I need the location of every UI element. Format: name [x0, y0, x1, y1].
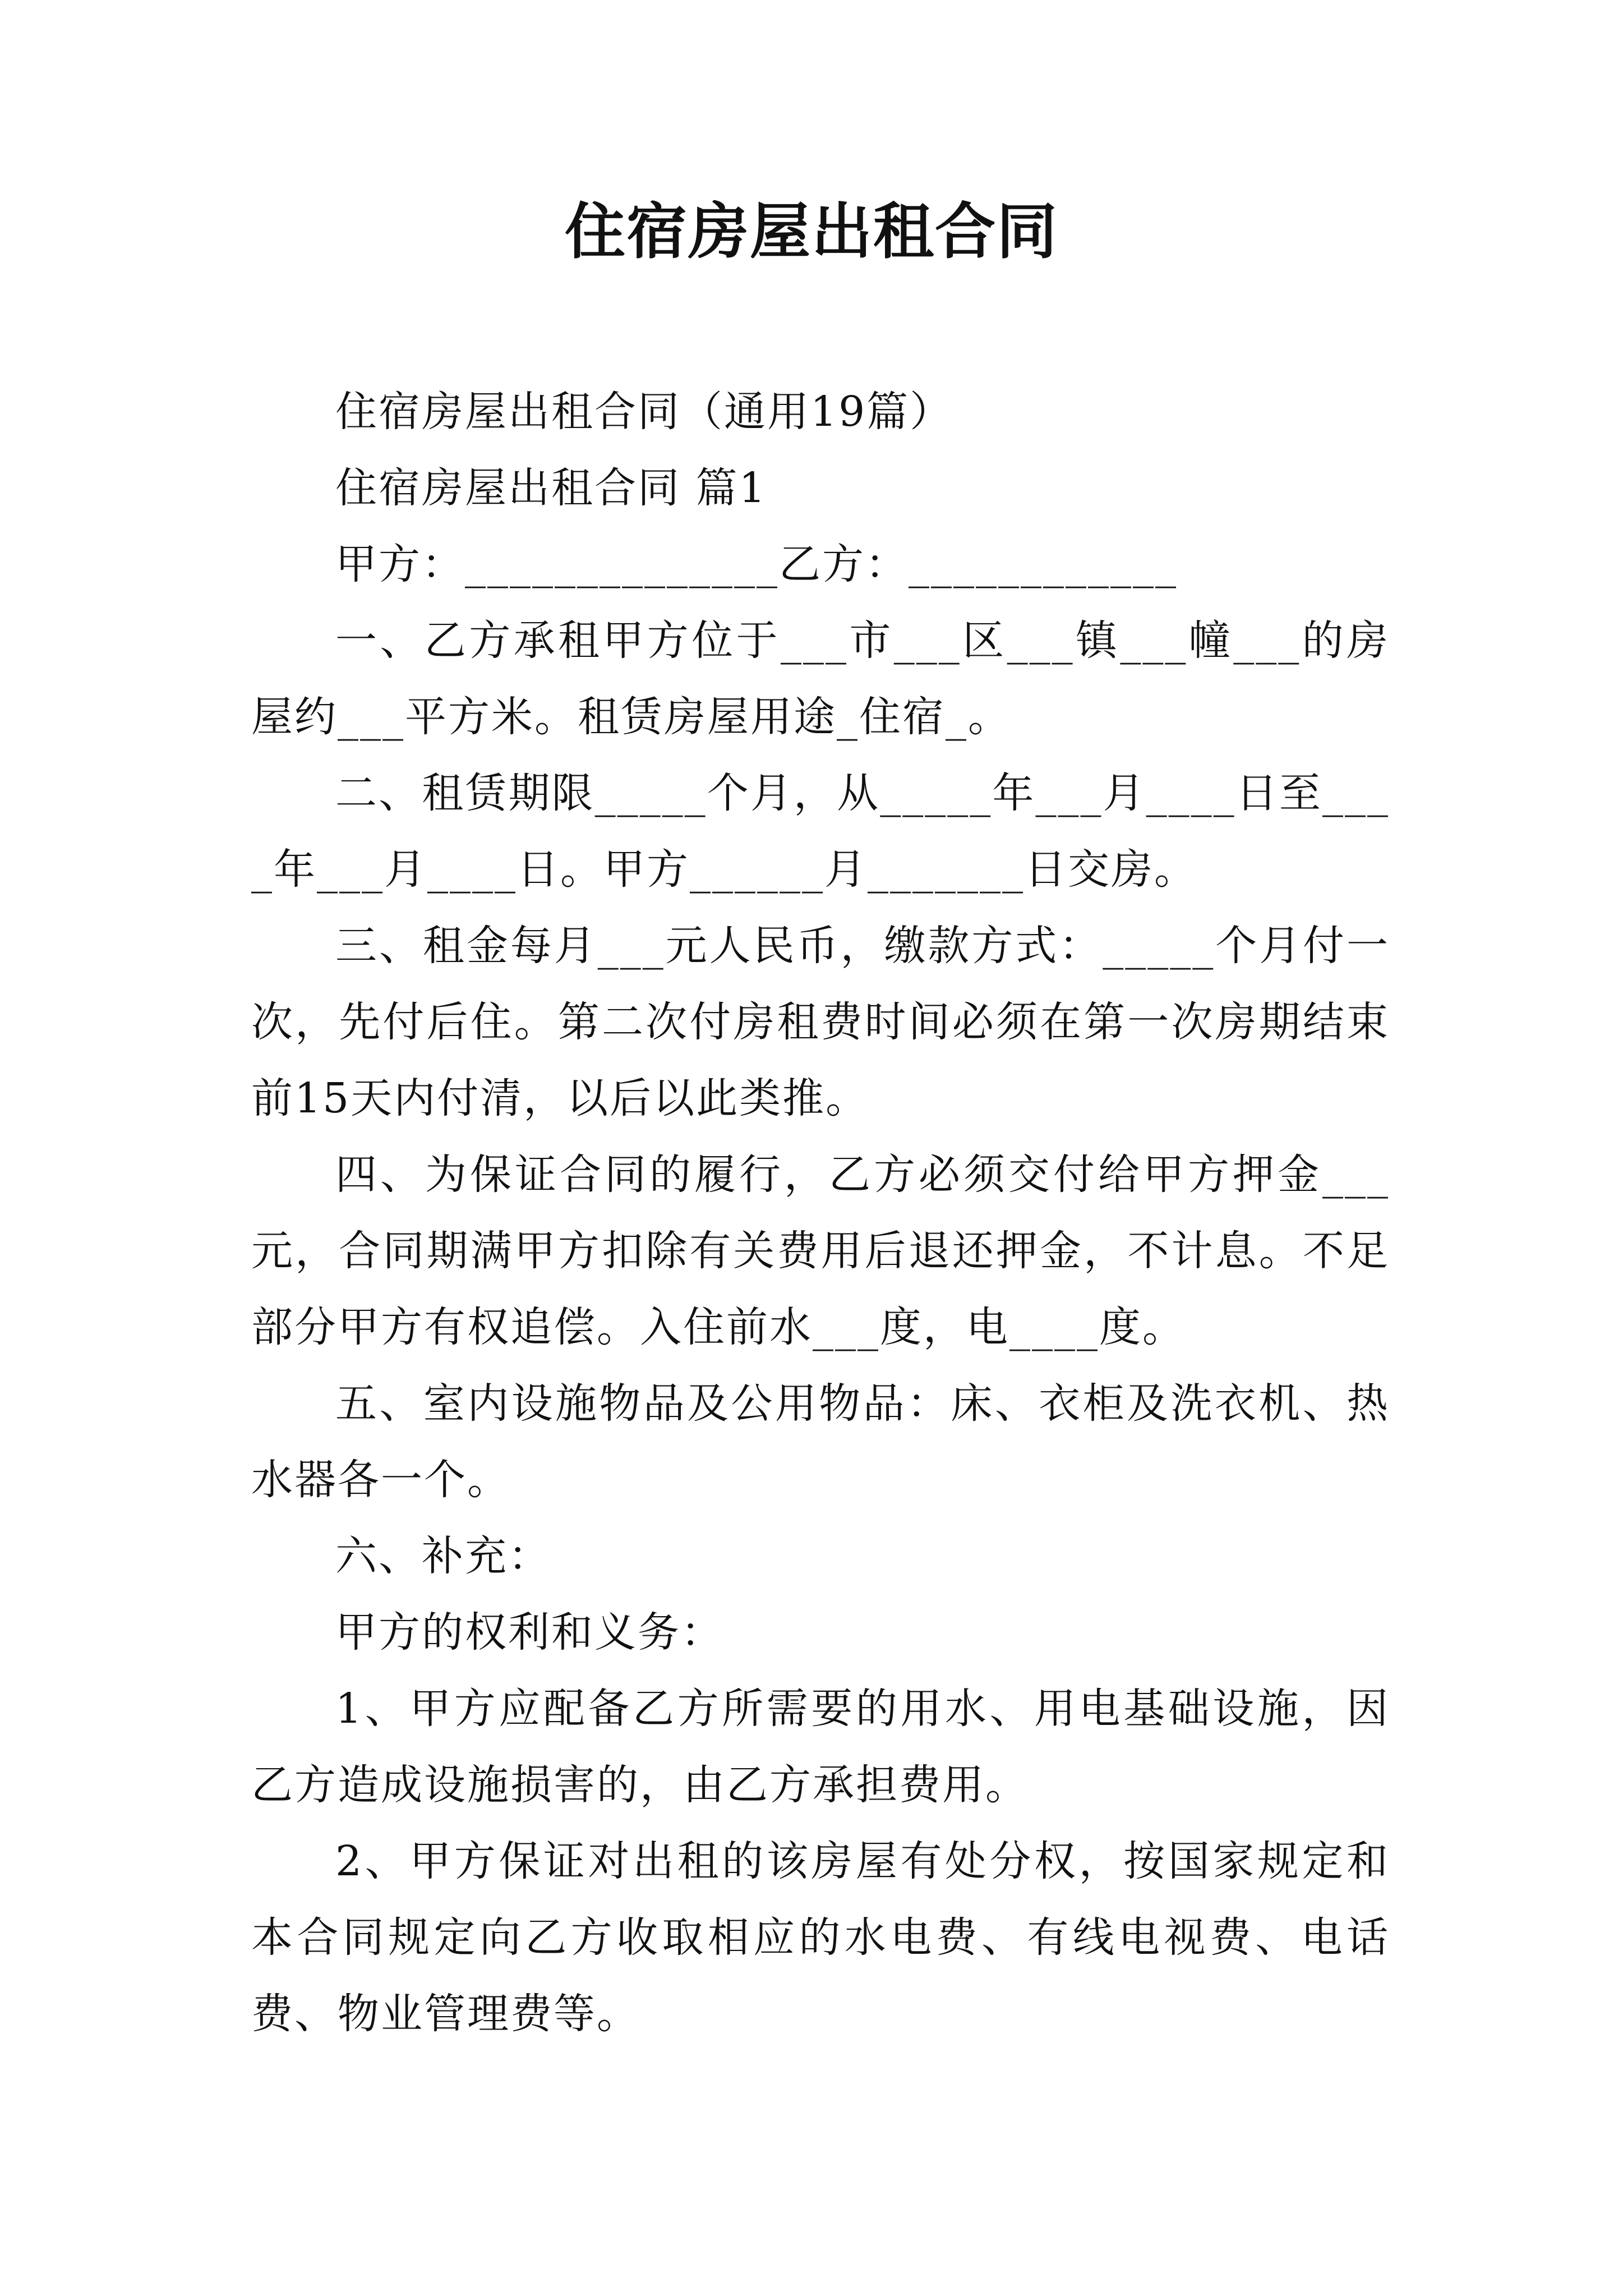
paragraph-clause-4: 四、为保证合同的履行，乙方必须交付给甲方押金___元，合同期满甲方扣除有关费用后退还押金，不计息。不足部分甲方有权追偿。入住前水___度，电____度。 — [251, 1151, 1390, 1351]
paragraph-clause-6: 六、补充： — [335, 1532, 551, 1580]
paragraph-party-a-item-1: 1、甲方应配备乙方所需要的用水、用电基础设施，因乙方造成设施损害的，由乙方承担费用。 — [251, 1685, 1390, 1809]
paragraph-clause-5: 五、室内设施物品及公用物品：床、衣柜及洗衣机、热水器各一个。 — [251, 1379, 1390, 1504]
paragraph-party-a-item-2: 2、甲方保证对出租的该房屋有处分权，按国家规定和本合同规定向乙方收取相应的水电费、有线电视费、电话费、物业管理费等。 — [251, 1837, 1390, 2038]
paragraph-clause-2: 二、租赁期限_____个月，从_____年___月____日至____年___月____日。甲方______月_______日交房。 — [251, 769, 1390, 894]
paragraph-parties: 甲方：______________乙方：____________ — [335, 540, 1178, 588]
paragraph-party-a-rights-heading: 甲方的权利和义务： — [335, 1608, 724, 1657]
document-body — [251, 374, 1390, 2052]
paragraph-clause-3: 三、租金每月___元人民币，缴款方式：_____个月付一次，先付后住。第二次付房租费时间必须在第一次房期结束前15天内付清，以后以此类推。 — [251, 922, 1390, 1122]
document-title: 住宿房屋出租合同 — [564, 196, 1058, 267]
paragraph-clause-1: 一、乙方承租甲方位于___市___区___镇___幢___的房屋约___平方米。租赁房屋用途_住宿_。 — [251, 616, 1390, 741]
paragraph-subtitle: 住宿房屋出租合同（通用19篇） — [335, 388, 953, 436]
paragraph-chapter-heading: 住宿房屋出租合同 篇1 — [335, 464, 767, 512]
